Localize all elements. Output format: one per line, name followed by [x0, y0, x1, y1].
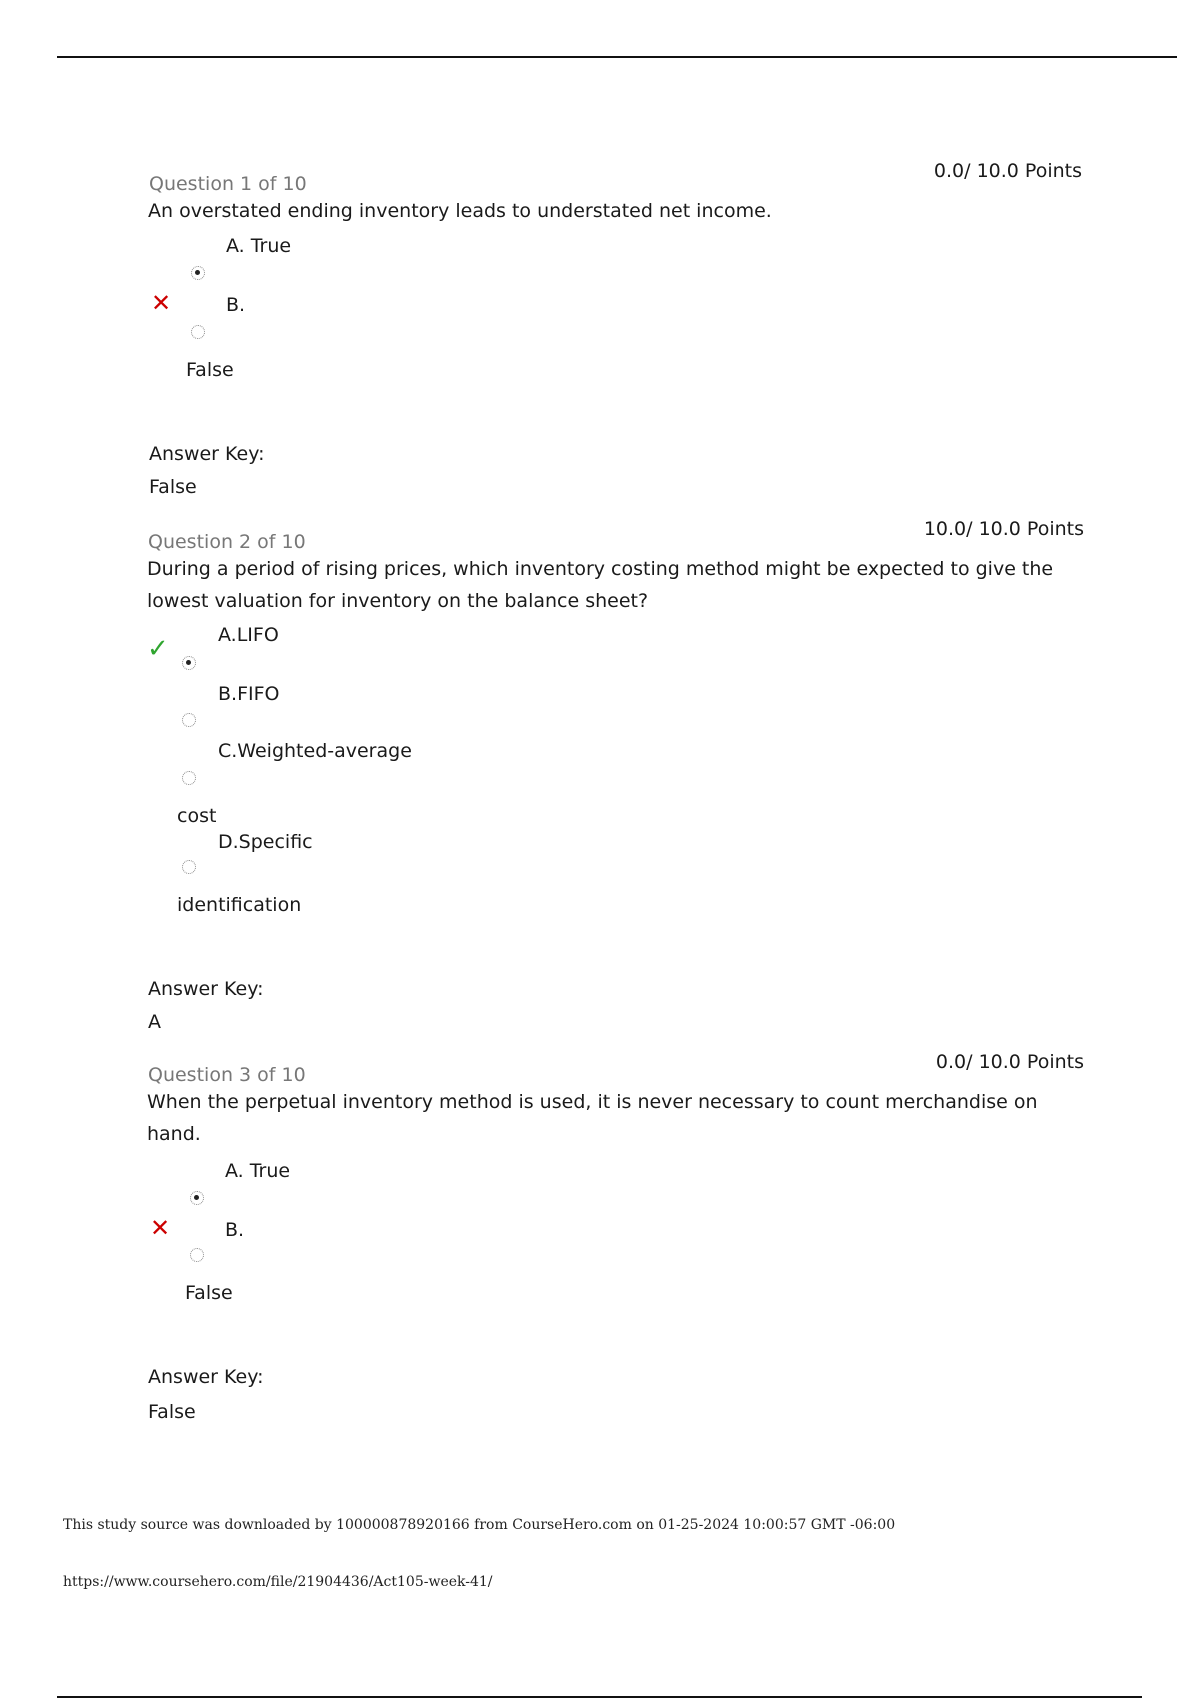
- wrong-mark-icon: ✕: [150, 1214, 171, 1242]
- option-d-text: identification: [177, 894, 302, 916]
- option-b-radio[interactable]: [191, 325, 205, 339]
- answer-key-label: Answer Key:: [148, 978, 264, 1000]
- question-label: Question 2 of 10: [148, 531, 306, 553]
- question-text: During a period of rising prices, which inventory costing method might be expected to give the lowest valuation for inventory on the balance sheet?: [147, 558, 1054, 612]
- bottom-rule: [57, 1696, 1142, 1698]
- option-b-radio[interactable]: [182, 713, 196, 727]
- download-source-note: This study source was downloaded by 100000878920166 from CourseHero.com on 01-25-2024 10:00:57 GMT -06:00: [63, 1517, 896, 1533]
- option-b-label: B.: [225, 1219, 245, 1241]
- option-a-radio[interactable]: [191, 266, 205, 280]
- option-c-text: cost: [177, 805, 217, 827]
- question-points: 0.0/ 10.0 Points: [933, 160, 1082, 182]
- option-b-text: False: [186, 359, 234, 381]
- wrong-mark-icon: ✕: [151, 289, 172, 317]
- question-points: 0.0/ 10.0 Points: [935, 1051, 1084, 1073]
- option-b-label: B.FIFO: [218, 683, 280, 705]
- option-d-radio[interactable]: [182, 860, 196, 874]
- source-url[interactable]: https://www.coursehero.com/file/21904436/Act105-week-41/: [63, 1574, 493, 1590]
- option-a-radio[interactable]: [182, 656, 196, 670]
- option-c-label: C.Weighted-average: [218, 740, 412, 762]
- option-d-label: D.Specific: [218, 831, 313, 853]
- answer-key-value: False: [148, 1401, 196, 1423]
- option-a-label: A. True: [226, 235, 292, 257]
- option-c-radio[interactable]: [182, 771, 196, 785]
- question-text: When the perpetual inventory method is used, it is never necessary to count merchandise on hand.: [147, 1091, 1038, 1145]
- answer-key-value: A: [148, 1011, 161, 1033]
- option-b-radio[interactable]: [190, 1248, 204, 1262]
- question-label: Question 3 of 10: [148, 1064, 306, 1086]
- question-points: 10.0/ 10.0 Points: [923, 518, 1084, 540]
- answer-key-label: Answer Key:: [149, 443, 265, 465]
- question-label: Question 1 of 10: [149, 173, 307, 195]
- correct-mark-icon: ✓: [147, 634, 169, 664]
- option-b-label: B.: [226, 294, 246, 316]
- answer-key-value: False: [149, 476, 197, 498]
- option-a-label: A.LIFO: [218, 624, 279, 646]
- answer-key-label: Answer Key:: [148, 1366, 264, 1388]
- top-rule: [57, 56, 1177, 58]
- option-a-label: A. True: [225, 1160, 291, 1182]
- option-a-radio[interactable]: [190, 1191, 204, 1205]
- option-b-text: False: [185, 1282, 233, 1304]
- question-text: An overstated ending inventory leads to understated net income.: [148, 200, 772, 222]
